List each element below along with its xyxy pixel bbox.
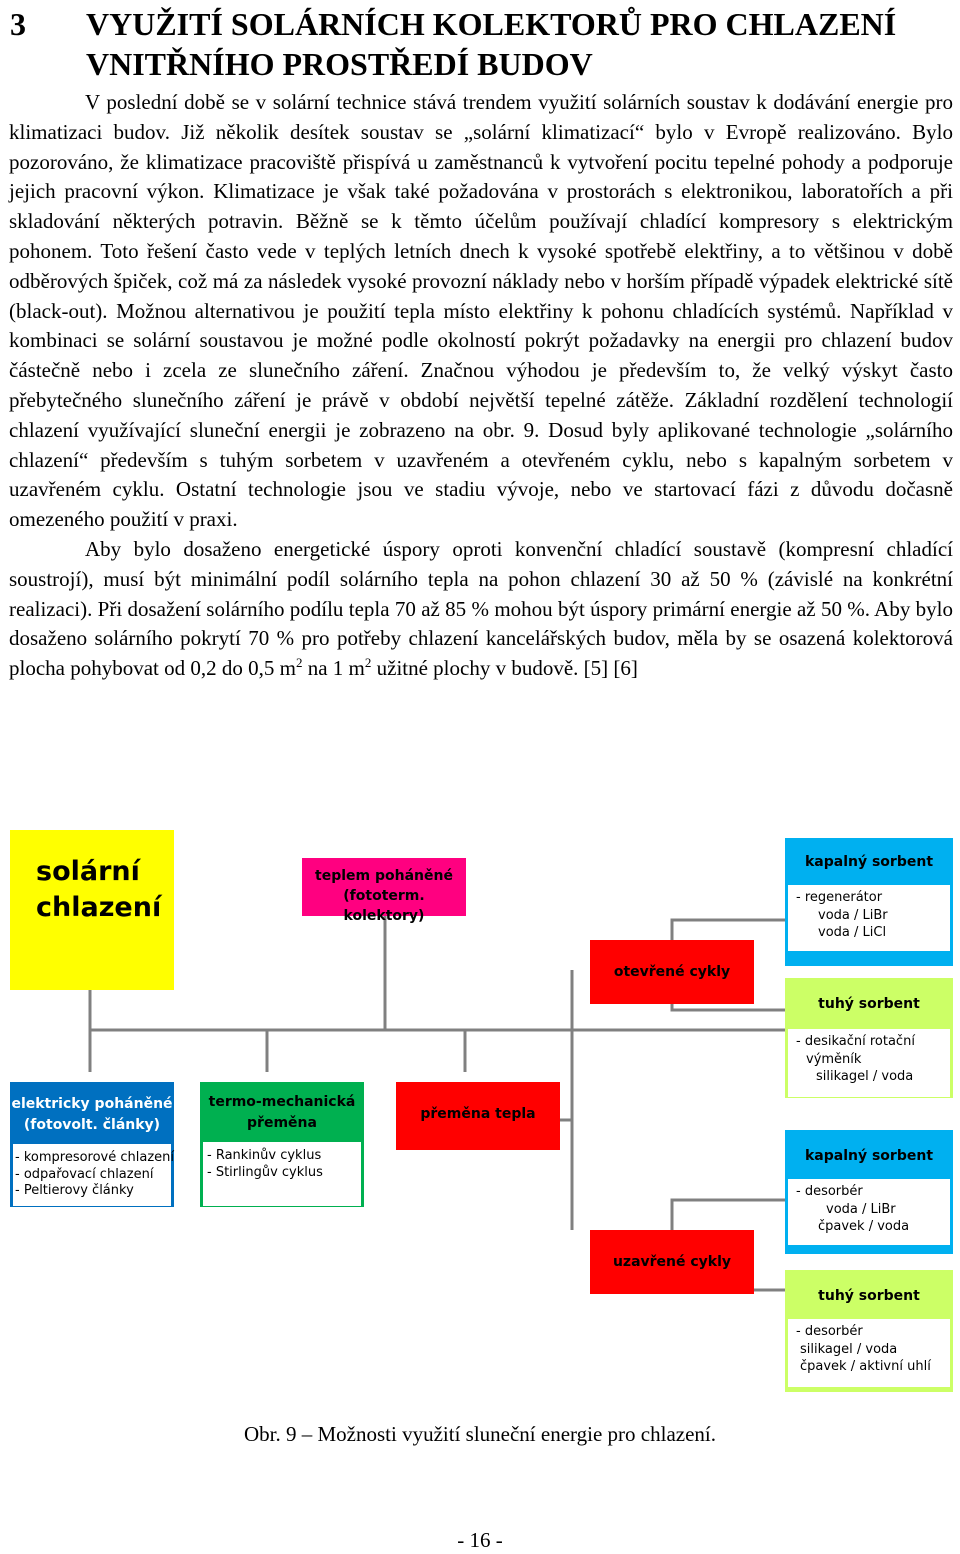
electric-title-1: elektricky poháněné bbox=[11, 1096, 173, 1112]
closed-liquid-item-1: - desorbér bbox=[796, 1184, 863, 1199]
page-number: - 16 - bbox=[457, 1528, 503, 1552]
figure-caption: Obr. 9 – Možnosti využití sluneční energie pro chlazení. bbox=[244, 1422, 716, 1446]
electric-item-1: - kompresorové chlazení bbox=[15, 1150, 175, 1165]
thermomech-item-2: - Stirlingův cyklus bbox=[207, 1164, 323, 1180]
superscript-1: 2 bbox=[295, 655, 303, 671]
paragraph-2-part-3: užitné plochy v budově. [5] [6] bbox=[371, 656, 638, 681]
thermal-box bbox=[302, 858, 466, 924]
open-cycles-box bbox=[590, 940, 754, 1004]
closed-cycles-label: uzavřené cykly bbox=[612, 1254, 732, 1270]
open-liquid-item-3: voda / LiCl bbox=[818, 925, 887, 940]
open-solid-title: tuhý sorbent bbox=[818, 996, 920, 1012]
thermal-line-2: (fototerm. kolektory) bbox=[343, 888, 425, 924]
heat-conversion-box bbox=[396, 1082, 560, 1150]
open-cycles-label: otevřené cykly bbox=[613, 964, 731, 980]
paragraph-2-part-2: na 1 m bbox=[302, 656, 365, 681]
section-number: 3 bbox=[10, 6, 26, 42]
electric-item-2: - odpařovací chlazení bbox=[15, 1166, 154, 1182]
closed-liquid-item-2: voda / LiBr bbox=[826, 1201, 896, 1217]
open-liquid-title: kapalný sorbent bbox=[804, 854, 934, 870]
solar-cooling-diagram bbox=[0, 820, 960, 1400]
open-solid-box bbox=[785, 978, 953, 1098]
paragraph-1: V poslední době se v solární technice stává trendem využití solárních soustav k dodávání energie pro klimatizaci budov. Již několik desítek soustav se „solární klimatizací“ bylo v Evropě realizováno. Bylo pozorováno, že klimatizace pracoviště přispívá u zaměstnanců k vytvoření pocitu tepelné pohody a podporuje jejich pracovní výkon. Klimatizace je však také požadována v prostorách s elektronikou, laboratořích a při skladování některých potravin. Běžně se k těmto účelům používají chladící kompresory s elektrickým pohonem. Toto řešení často vede v teplých letních dnech k vysoké spotřebě elektřiny, a to většinou v době odběrových špiček, což má za následek vysoké provozní náklady nebo v horším případě výpadek elektrické sítě (black-out). Možnou alternativou je použití tepla místo elektřiny k pohonu chladících systémů. Například v kombinaci se solární soustavou je možné podle okolností pokrýt požadavky na energii pro chlazení budov částečně nebo i zcela ze slunečního záření. Značnou výhodou je především to, že velký výskyt často přebytečného slunečního záření je právě v období největší tepelné zátěže. Základní rozdělení technologií chlazení využívající sluneční energii je zobrazeno na obr. 9. Dosud byly aplikované technologie „solárního chlazení“ především s tuhým sorbetem v uzavřeném a otevřeném cyklu, nebo s kapalným sorbetem v uzavřeném cyklu. Ostatní technologie jsou ve stadiu vývoje, nebo ve startovací fázi z důvodu dočasně omezeného použití v praxi. bbox=[9, 90, 953, 532]
closed-solid-title: tuhý sorbent bbox=[818, 1288, 920, 1304]
root-line-1: solární bbox=[36, 856, 140, 887]
electric-title-2: (fotovolt. články) bbox=[23, 1117, 161, 1133]
open-liquid-box bbox=[785, 838, 953, 966]
closed-liquid-item-3: čpavek / voda bbox=[818, 1219, 910, 1234]
open-liquid-item-2: voda / LiBr bbox=[818, 907, 888, 923]
thermal-line-1: teplem poháněné bbox=[315, 868, 453, 884]
open-solid-item-3: silikagel / voda bbox=[816, 1069, 914, 1084]
thermomech-item-1: - Rankinův cyklus bbox=[207, 1148, 322, 1163]
thermomech-title-1: termo-mechanická bbox=[208, 1094, 356, 1110]
closed-cycles-box bbox=[590, 1230, 754, 1294]
thermomech-box bbox=[200, 1082, 364, 1207]
body-text bbox=[9, 88, 953, 684]
paragraph-2-part-1: Aby bylo dosaženo energetické úspory oproti konvenční chladící soustavě (kompresní chladící soustrojí), musí být minimální podíl solárního tepla na pohon chlazení 30 až 50 % (závislé na konkrétní realizaci). Při dosažení solárního podílu tepla 70 až 85 % mohou být úspory primární energie až 50 %. Aby bylo dosaženo solárního pokrytí 70 % pro potřeby chlazení kancelářských budov, měla by se osazená kolektorová plocha pohybovat od 0,2 do 0,5 m bbox=[9, 536, 953, 681]
thermomech-title-2: přeměna bbox=[247, 1115, 317, 1131]
closed-solid-item-3: čpavek / aktivní uhlí bbox=[800, 1359, 931, 1374]
closed-solid-item-2: silikagel / voda bbox=[800, 1341, 898, 1357]
electric-box bbox=[10, 1082, 174, 1207]
closed-solid-box bbox=[785, 1270, 953, 1392]
root-line-2: chlazení bbox=[36, 892, 162, 923]
heat-conversion-label: přeměna tepla bbox=[420, 1106, 536, 1122]
paragraph-2 bbox=[9, 535, 953, 684]
root-box bbox=[10, 830, 174, 990]
closed-liquid-box bbox=[785, 1130, 953, 1254]
closed-solid-item-1: - desorbér bbox=[796, 1324, 863, 1339]
open-liquid-item-1: - regenerátor bbox=[796, 890, 883, 905]
superscript-2: 2 bbox=[364, 655, 372, 671]
open-solid-item-1: - desikační rotační bbox=[796, 1034, 915, 1049]
section-title: VYUŽITÍ SOLÁRNÍCH KOLEKTORŮ PRO CHLAZENÍ VNITŘNÍHO PROSTŘEDÍ BUDOV bbox=[86, 6, 897, 82]
open-solid-item-2: výměník bbox=[806, 1051, 862, 1067]
closed-liquid-title: kapalný sorbent bbox=[804, 1148, 934, 1164]
electric-item-3: - Peltierovy články bbox=[15, 1183, 134, 1198]
